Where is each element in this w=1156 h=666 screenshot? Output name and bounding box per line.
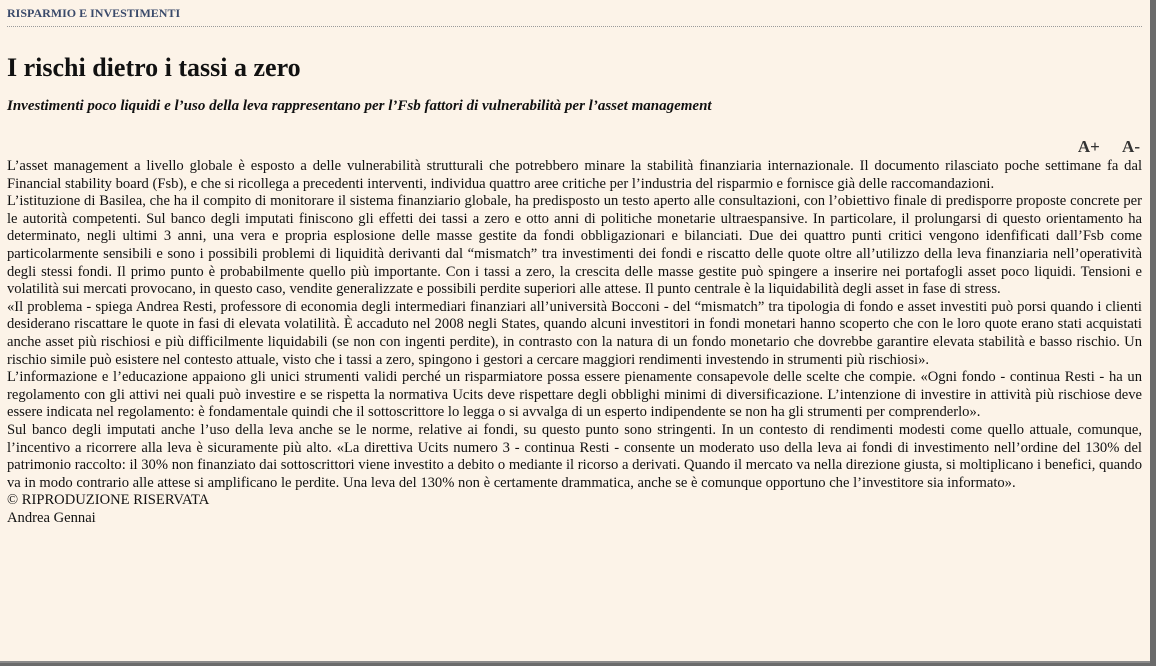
section-label: RISPARMIO E INVESTIMENTI — [7, 0, 1142, 27]
article-author: Andrea Gennai — [7, 509, 96, 526]
article-subtitle: Investimenti poco liquidi e l’uso della leva rappresentano per l’Fsb fattori di vulnerabilità per l’asset management — [7, 98, 712, 114]
article-paragraph: «Il problema - spiega Andrea Resti, professore di economia degli intermediari finanziari all’università Bocconi - del “mismatch” tra tipologia di fondo e asset investiti può porsi quando i clienti desiderano riscattare le quote in fasi di elevata volatilità. È accaduto nel 2008 negli States, quando alcuni investitori in fondi monetari hanno scoperto che con le loro quote erano stati acquistati anche asset più rischiosi e più difficilmente liquidabili (se non con ingenti perdite), in contrasto con la natura di un fondo monetario che dovrebbe garantire elevata stabilità e basso rischio. Un rischio simile può esistere nel contesto attuale, visto che i tassi a zero, spingono i gestori a cercare maggiori rendimenti investendo in strumenti più rischiosi». — [7, 298, 1142, 368]
article-title: I rischi dietro i tassi a zero — [7, 53, 301, 82]
article-body — [7, 158, 1142, 527]
decrease-font-button[interactable]: A- — [1122, 137, 1140, 156]
page-bottom-border — [0, 661, 1150, 663]
article-paragraph: Sul banco degli imputati anche l’uso della leva anche se le norme, relative ai fondi, su questo punto sono stringenti. In un contesto di rendimenti modesti come quello attuale, comunque, l’incentivo a ricorrere alla leva è sicuramente più alto. «La direttiva Ucits numero 3 - continua Resti - consente un moderato uso della leva ai fondi di investimento nell’ordine del 130% del patrimonio raccolto: il 30% non finanziato dai sottoscrittori viene investito a debito o mediante il ricorso a derivati. Quando il mercato va nella direzione giusta, si moltiplicano i benefici, quando va in modo contrario alle attese si amplificano le perdite. Una leva del 130% non è certamente drammatica, anche se è comunque opportuno che l’investitore sia informato». — [7, 421, 1142, 491]
article-paragraph: L’informazione e l’educazione appaiono gli unici strumenti validi perché un risparmiatore possa essere pienamente consapevole delle scelte che compie. «Ogni fondo - continua Resti - ha un regolamento con gli attivi nei quali può investire e se rispetta la normativa Ucits deve rispettare degli obblighi minimi di diversificazione. L’intenzione di investire in attività più rischiose deve essere indicata nel regolamento: è fondamentale quindi che il sottoscrittore lo legga o si avvalga di un esperto indipendente se non ha gli strumenti per comprenderlo». — [7, 369, 1142, 421]
copyright-notice: © RIPRODUZIONE RISERVATA — [7, 492, 210, 509]
increase-font-button[interactable]: A+ — [1077, 137, 1100, 156]
article-paragraph: L’istituzione di Basilea, che ha il compito di monitorare il sistema finanziario globale, ha predisposto un testo aperto alle consultazioni, con l’obiettivo finale di predisporre proposte concrete per le autorità competenti. Sul banco degli imputati finiscono gli effetti dei tassi a zero e otto anni di politiche monetarie ultraespansive. In particolare, il prolungarsi di questo orientamento ha determinato, negli ultimi 3 anni, una vera e propria esplosione delle masse gestite da fondi obbligazionari e bilanciati. Due dei quattro punti critici vengono idenfificati dall’Fsb come particolarmente sensibili e sono i possibili problemi di liquidità derivanti dal “mismatch” tra investimenti dei fondi e riscatto delle quote oltre all’utilizzo della leva finanziaria nell’operatività degli stessi fondi. Il primo punto è probabilmente quello più importante. Con i tassi a zero, la crescita delle masse gestite può spingere a inserire nei portafogli asset poco liquidi. Tensioni e volatilità sui mercati provocano, in questo caso, vendite generalizzate e possibili perdite superiori alle attese. Il punto centrale è la liquidabilità degli asset in fase di stress. — [7, 193, 1142, 298]
article-paragraph: L’asset management a livello globale è esposto a delle vulnerabilità strutturali che potrebbero minare la stabilità finanziaria internazionale. Il documento rilasciato poche settimane fa dal Financial stability board (Fsb), e che si ricollega a precedenti interventi, individua quattro aree critiche per l’industria del risparmio e fornisce già delle raccomandazioni. — [7, 158, 1142, 192]
font-size-controls — [7, 137, 1142, 157]
